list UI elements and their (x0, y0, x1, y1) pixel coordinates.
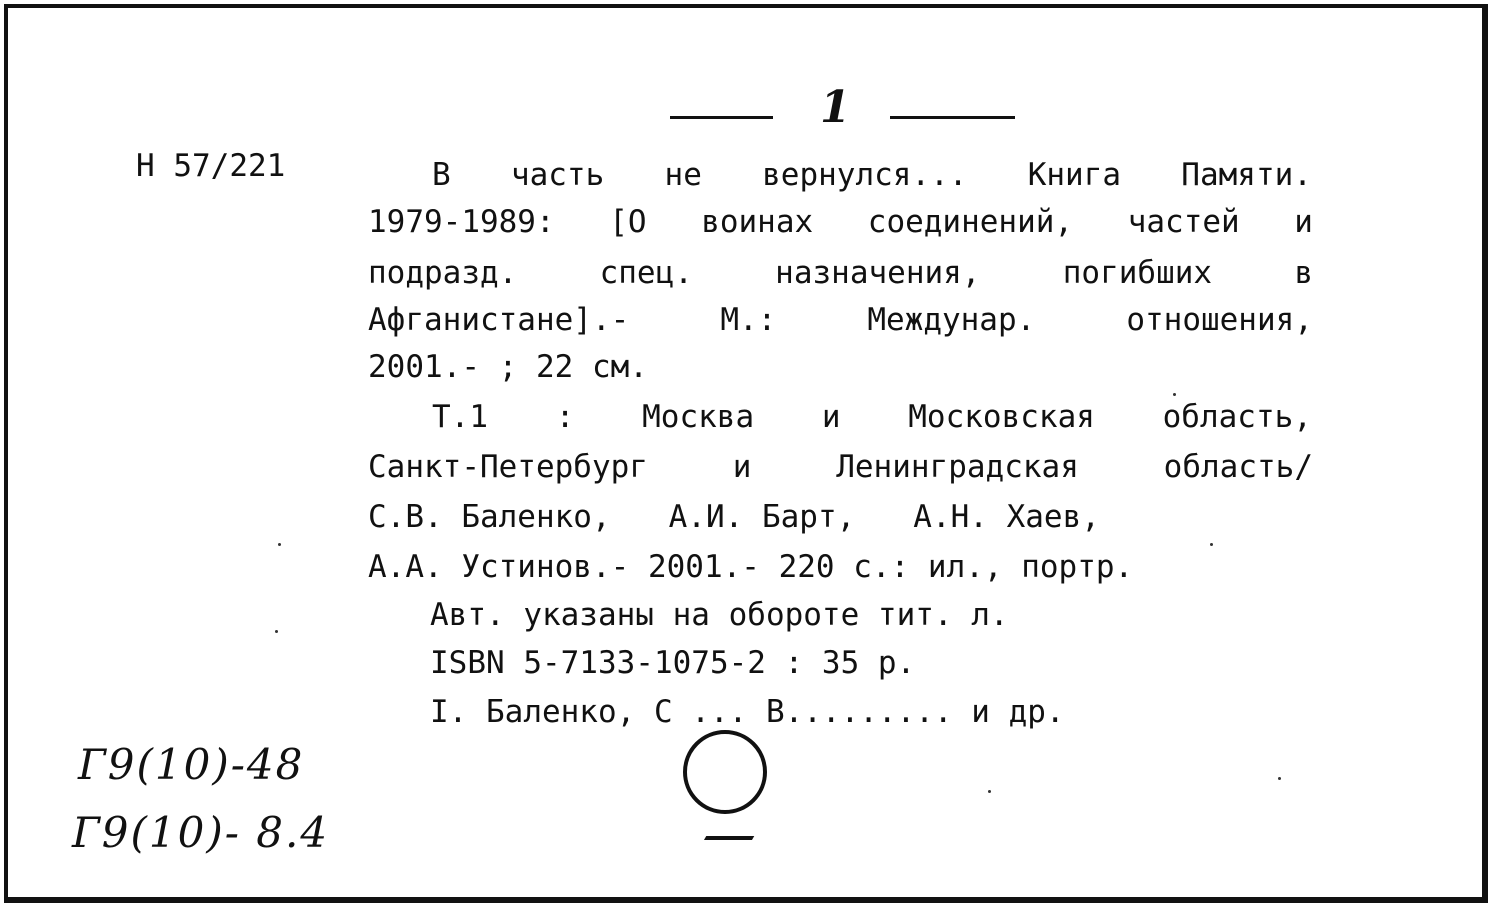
card-number-left-dash (670, 116, 773, 119)
word: и (1294, 204, 1313, 240)
word: и (821, 399, 841, 435)
added-entry: I. Баленко, С ... В......... и др. (430, 694, 1065, 730)
description-line-1 (432, 157, 1312, 193)
volume-line-1 (432, 399, 1312, 435)
word: не (664, 157, 702, 193)
word: Москва (642, 399, 755, 435)
word: : (555, 399, 575, 435)
word: Памяти. (1181, 157, 1312, 193)
word: 1979-1989: (368, 204, 555, 240)
word: область, (1162, 399, 1312, 435)
word: М.: (720, 302, 777, 338)
word: Санкт-Петербург (368, 449, 648, 485)
handwritten-class-mark-2: Г9(10)- 8.4 (72, 808, 330, 857)
scan-speck (1278, 777, 1281, 780)
word: и (732, 449, 752, 485)
scan-speck (1210, 543, 1213, 546)
word: Московская (908, 399, 1095, 435)
author-note: Авт. указаны на обороте тит. л. (430, 597, 1009, 633)
word: назначения, (775, 255, 981, 291)
word: соединений, (867, 204, 1074, 240)
word: в (1294, 255, 1313, 291)
volume-line-4: А.А. Устинов.- 2001.- 220 с.: ил., портр. (368, 549, 1134, 585)
word: частей (1127, 204, 1240, 240)
word: [О (609, 204, 647, 240)
description-line-5: 2001.- ; 22 см. (368, 349, 648, 385)
scan-speck (1173, 393, 1176, 396)
description-line-2 (368, 204, 1313, 240)
card-hole-circle (683, 730, 767, 814)
word: погибших (1062, 255, 1213, 291)
card-number (670, 82, 1015, 138)
word: Афганистане].- (368, 302, 630, 338)
volume-line-3 (368, 499, 1100, 535)
word: В (432, 157, 451, 193)
word: Т.1 (432, 399, 488, 435)
shelf-mark: Н 57/221 (136, 148, 286, 184)
word: спец. (599, 255, 693, 291)
word: отношения, (1126, 302, 1313, 338)
scan-speck (275, 630, 278, 633)
word: Междунар. (867, 302, 1036, 338)
isbn-price: ISBN 5-7133-1075-2 : 35 р. (430, 645, 916, 681)
handwritten-class-mark-1: Г9(10)-48 (78, 740, 305, 789)
word: подразд. (368, 255, 518, 291)
volume-line-2 (368, 449, 1313, 485)
description-line-3 (368, 255, 1313, 291)
card-number-right-dash (890, 116, 1015, 119)
card-hole-mark (704, 826, 760, 840)
word: вернулся... (762, 157, 968, 193)
word: Ленинградская (836, 449, 1079, 485)
scan-speck (278, 543, 281, 546)
word: область/ (1163, 449, 1313, 485)
card-number-value: 1 (820, 82, 851, 133)
scan-speck (988, 790, 991, 793)
word: Книга (1027, 157, 1122, 193)
word: воинах (701, 204, 814, 240)
description-line-4 (368, 302, 1313, 338)
author-name: С.В. Баленко, (368, 499, 611, 535)
author-name: А.Н. Хаев, (913, 499, 1100, 535)
author-name: А.И. Барт, (668, 499, 856, 535)
word: часть (510, 157, 605, 193)
